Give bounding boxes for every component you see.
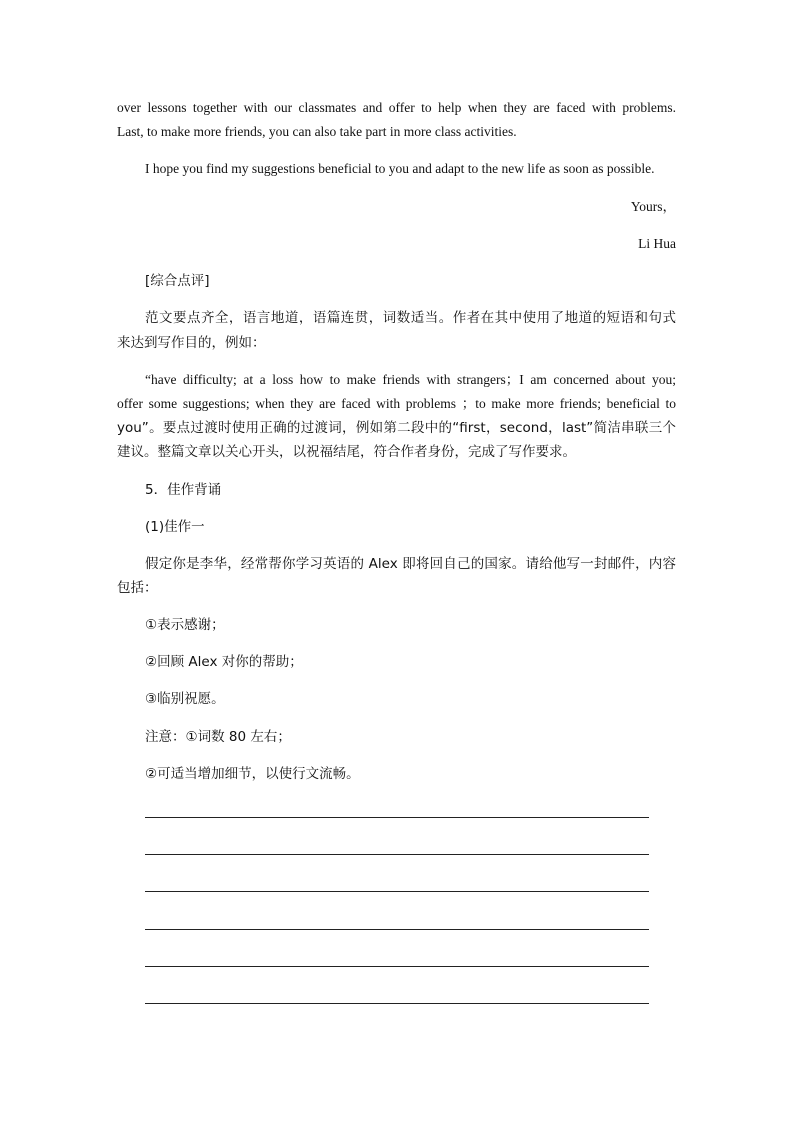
requirement-item: ③临别祝愿。 (145, 691, 225, 707)
review-paragraph-line: “have difficulty; at a loss how to make friends with strangers；I am concerned about you; (145, 372, 676, 387)
note-item: ②可适当增加细节，以使行文流畅。 (145, 766, 360, 782)
review-paragraph-line: 范文要点齐全，语言地道，语篇连贯，词数适当。作者在其中使用了地道的短语和句式 (145, 310, 676, 326)
prompt-line: 假定你是李华，经常帮你学习英语的 Alex 即将回自己的国家。请给他写一封邮件，内容 (145, 556, 676, 572)
answer-line[interactable] (145, 1003, 649, 1004)
review-paragraph-line: 建议。整篇文章以关心开头，以祝福结尾，符合作者身份，完成了写作要求。 (117, 444, 576, 460)
letter-line: Last, to make more friends, you can also take part in more class activities. (117, 124, 517, 139)
letter-line: I hope you find my suggestions beneficial to you and adapt to the new life as soon as possible. (145, 161, 655, 176)
answer-line[interactable] (145, 891, 649, 892)
requirement-item: ①表示感谢； (145, 617, 225, 633)
note-item: 注意：①词数 80 左右； (145, 729, 291, 745)
prompt-line: 包括： (117, 580, 158, 596)
review-heading: [综合点评] (145, 273, 210, 289)
section-subheading: (1)佳作一 (145, 519, 205, 535)
answer-line[interactable] (145, 966, 649, 967)
letter-line: over lessons together with our classmates and offer to help when they are faced with problems. (117, 100, 676, 115)
letter-signature: Li Hua (638, 236, 676, 251)
review-paragraph-line: 来达到写作目的，例如： (117, 335, 266, 351)
answer-line[interactable] (145, 817, 649, 818)
review-paragraph-line: you”。要点过渡时使用正确的过渡词，例如第二段中的“first，second，last”简洁串联三个 (117, 420, 676, 436)
review-paragraph-line: offer some suggestions; when they are faced with problems ；to make more friends; beneficial to (117, 396, 676, 411)
section-heading: 5．佳作背诵 (145, 482, 222, 498)
answer-line[interactable] (145, 929, 649, 930)
requirement-item: ②回顾 Alex 对你的帮助； (145, 654, 303, 670)
answer-line[interactable] (145, 854, 649, 855)
letter-closing: Yours， (630, 199, 676, 214)
